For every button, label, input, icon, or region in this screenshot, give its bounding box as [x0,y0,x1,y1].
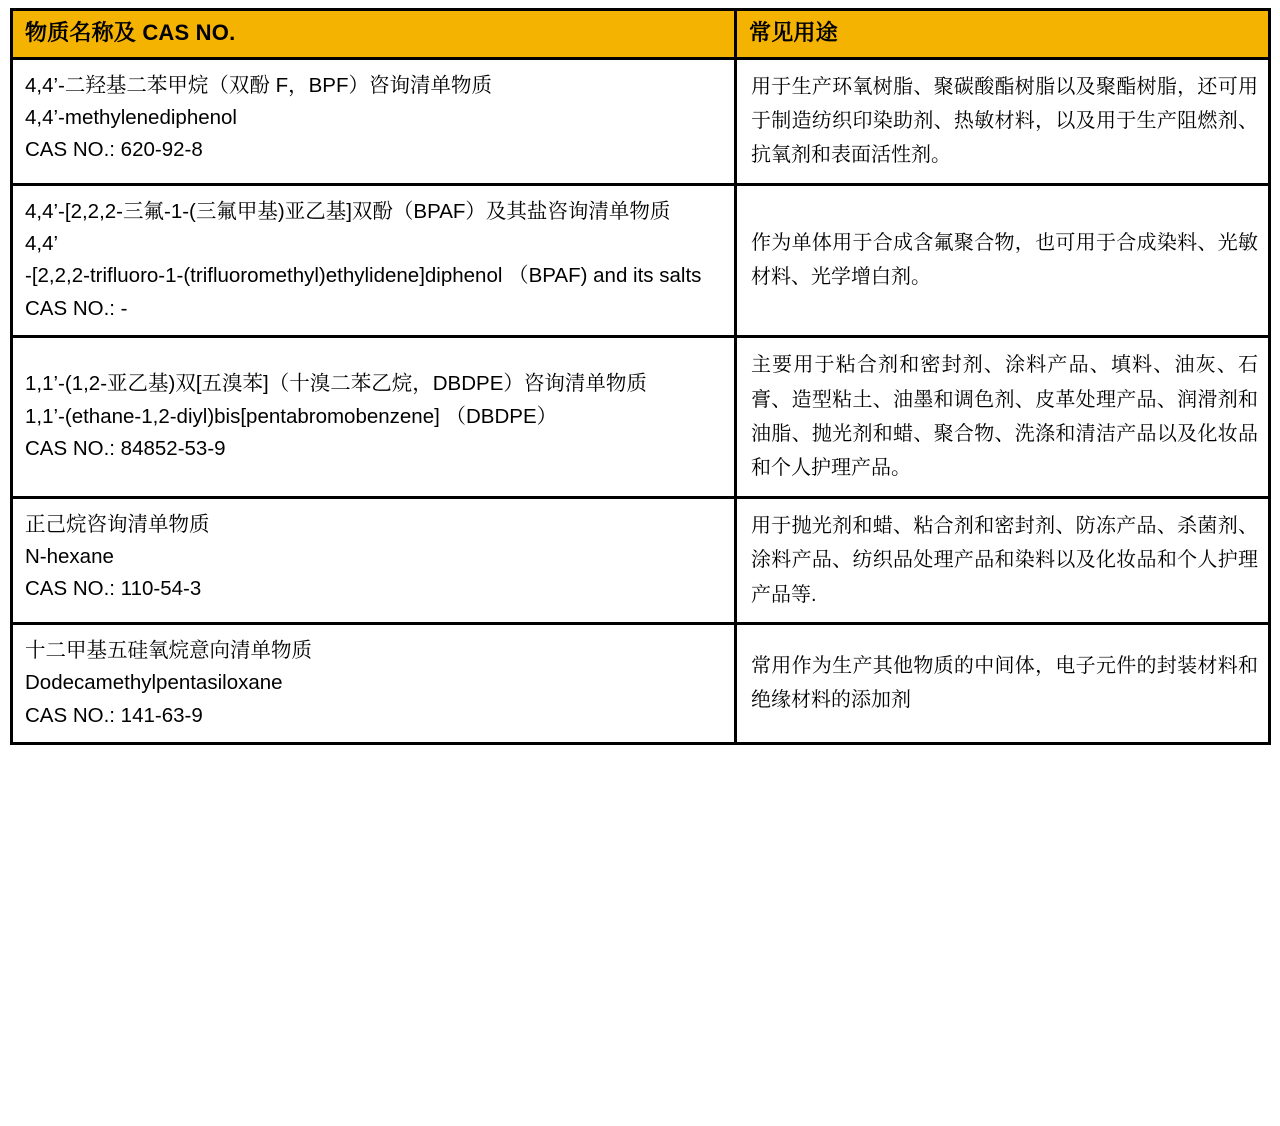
substance-use-cell: 常用作为生产其他物质的中间体，电子元件的封装材料和绝缘材料的添加剂 [736,623,1270,743]
substance-name-en-part2: -[2,2,2-trifluoro-1-(trifluoromethyl)ethylidene]diphenol （BPAF) and its salts [25,264,702,288]
substance-name-cell [12,184,736,337]
substance-name-cn: 正己烷咨询清单物质 [25,512,210,536]
substance-name-en: Dodecamethylpentasiloxane [25,671,283,695]
table-row [12,58,1270,184]
substance-cas-number: CAS NO.: - [25,296,128,320]
substance-use-cell: 作为单体用于合成含氟聚合物，也可用于合成染料、光敏材料、光学增白剂。 [736,184,1270,337]
substance-name-cn: 4,4’-[2,2,2-三氟-1-(三氟甲基)亚乙基]双酚（BPAF）及其盐咨询清单物质 [25,199,671,223]
substance-use-cell: 主要用于粘合剂和密封剂、涂料产品、填料、油灰、石膏、造型粘土、油墨和调色剂、皮革处理产品、润滑剂和油脂、抛光剂和蜡、聚合物、洗涤和清洁产品以及化妆品和个人护理产品。 [736,337,1270,498]
substance-cas-number: CAS NO.: 141-63-9 [25,703,203,727]
table-header [12,10,1270,59]
substance-name-cell [12,337,736,498]
table-header-row [12,10,1270,59]
substance-name-cn: 1,1’-(1,2-亚乙基)双[五溴苯]（十溴二苯乙烷，DBDPE）咨询清单物质 [25,372,647,396]
substance-name-cell [12,58,736,184]
table-body [12,58,1270,744]
substance-name-cell [12,497,736,623]
substance-cas-number: CAS NO.: 110-54-3 [25,577,202,601]
substance-name-cell [12,623,736,743]
table-row [12,184,1270,337]
column-header-common-uses: 常见用途 [736,10,1270,59]
table-row [12,623,1270,743]
substance-cas-number: CAS NO.: 620-92-8 [25,138,203,162]
substance-name-cn: 4,4’-二羟基二苯甲烷（双酚 F，BPF）咨询清单物质 [25,73,492,97]
substance-name-en: 4,4’-methylenediphenol [25,105,237,129]
substances-table [10,8,1271,745]
table-row [12,337,1270,498]
substance-name-en-part1: 4,4’ [25,232,59,256]
substance-name-en: 1,1’-(ethane-1,2-diyl)bis[pentabromobenzene] （DBDPE） [25,404,558,428]
substance-use-cell: 用于抛光剂和蜡、粘合剂和密封剂、防冻产品、杀菌剂、涂料产品、纺织品处理产品和染料以及化妆品和个人护理产品等. [736,497,1270,623]
substance-name-en: N-hexane [25,545,114,569]
substance-cas-number: CAS NO.: 84852-53-9 [25,437,226,461]
substance-use-cell: 用于生产环氧树脂、聚碳酸酯树脂以及聚酯树脂，还可用于制造纺织印染助剂、热敏材料，以及用于生产阻燃剂、抗氧剂和表面活性剂。 [736,58,1270,184]
substance-name-cn: 十二甲基五硅氧烷意向清单物质 [25,638,312,662]
table-row [12,497,1270,623]
column-header-substance-name: 物质名称及 CAS NO. [12,10,736,59]
